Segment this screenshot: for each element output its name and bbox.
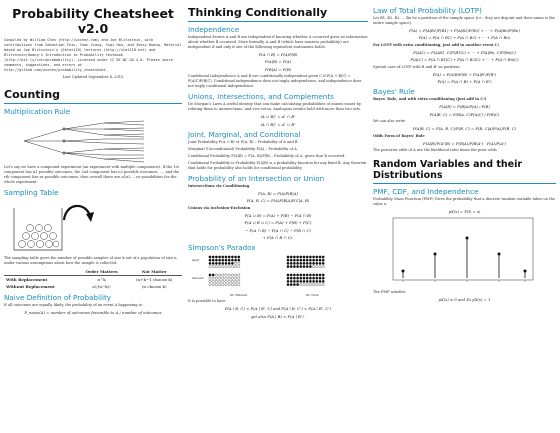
simpson-dot <box>238 277 240 279</box>
divider <box>373 183 556 184</box>
table-cell: n^k <box>97 277 106 282</box>
simpson-dot <box>293 277 295 279</box>
naive-equation: P_naive(A) = number of outcomes favorable to A / number of outcomes <box>24 310 162 315</box>
simpson-dot <box>234 263 236 265</box>
doctor-label: Dr. Nick <box>306 293 319 298</box>
simpson-dot <box>316 263 318 265</box>
simpson-dot <box>296 263 298 265</box>
simpson-dot <box>319 263 321 265</box>
simpson-dot <box>212 281 214 283</box>
simpson-dot <box>309 266 311 268</box>
simpson-dot <box>218 274 220 276</box>
simpson-dot <box>296 281 298 283</box>
simpson-dot <box>316 256 318 258</box>
simpson-dot <box>287 277 289 279</box>
conditional-independence-text: Conditional Independence A and B are conditionally independent given C if P(A ∩ B|C) = P(A|C)P(B|C). Conditional independence does not imply independence, and independence does not imply conditional independence. <box>188 74 362 89</box>
simpson-dot <box>215 277 217 279</box>
simpson-dot <box>215 284 217 286</box>
simpson-dot <box>303 263 305 265</box>
simpson-dot <box>222 263 224 265</box>
thinking-heading: Thinking Conditionally <box>188 6 328 19</box>
simpson-dot <box>303 266 305 268</box>
simpson-dot <box>215 259 217 261</box>
simpson-dot <box>290 284 292 286</box>
simpson-dot <box>225 281 227 283</box>
simpson-dot <box>287 274 289 276</box>
simpson-dot <box>215 266 217 268</box>
equation: P(A ∩ B) = P(A)P(B) <box>258 52 298 57</box>
simpson-dot <box>303 256 305 258</box>
simpson-dot <box>293 284 295 286</box>
bayes-heading: Bayes' Rule <box>373 87 415 97</box>
simpson-dot <box>225 277 227 279</box>
simpson-dot <box>312 284 314 286</box>
equation: P(A|B, C) = P(B|A, C)P(A|C) / P(B|C) <box>429 111 500 117</box>
simpson-dot <box>228 277 230 279</box>
equation: P(A) = P(A|B)P(B) + P(A|Bᶜ)P(Bᶜ) <box>432 71 497 77</box>
simpson-dot <box>316 274 318 276</box>
simpson-dot <box>234 277 236 279</box>
simpson-dot <box>231 281 233 283</box>
simpson-dot <box>296 284 298 286</box>
bayes-also-text: We can also write <box>373 119 406 124</box>
simpson-dot <box>287 284 289 286</box>
simpson-dot <box>296 259 298 261</box>
simpson-dot <box>322 284 324 286</box>
equation: P(A) = P(A ∩ B1) + P(A ∩ B2) + ··· + P(A ∩ Bn) <box>418 35 511 41</box>
simpson-dot <box>300 266 302 268</box>
table-row <box>4 276 182 284</box>
equation: yet also P(A | B) > P(A | Bᶜ). <box>251 313 305 319</box>
simpson-dot <box>218 266 220 268</box>
simpson-dot <box>287 281 289 283</box>
simpson-dot <box>228 263 230 265</box>
naive-definition-heading: Naive Definition of Probability <box>4 293 112 302</box>
simpson-dot <box>306 263 308 265</box>
odds-text: The posterior odds of A are the likelihood ratio times the prior odds. <box>373 148 498 153</box>
equation: (A ∪ B)ᶜ = Aᶜ ∩ Bᶜ <box>260 114 296 120</box>
simpson-dot <box>293 274 295 276</box>
simpson-dot <box>209 274 211 276</box>
simpson-dot <box>218 259 220 261</box>
simpson-dot <box>215 274 217 276</box>
lotp-special-text: Special case of LOTP with B and Bᶜ as partition: <box>373 64 461 69</box>
sampling-text: The sampling table gives the number of possible samples of size k out of a population of size n, under various assumptions about how the sample is collected. <box>4 256 178 265</box>
simpson-dot <box>312 266 314 268</box>
simpson-dot <box>316 284 318 286</box>
simpson-dot <box>209 259 211 261</box>
simpson-dot <box>225 263 227 265</box>
intersection-union-heading: Probability of an Intersection or Union <box>188 174 325 184</box>
table-cell: (n choose k) <box>141 284 167 289</box>
equation: P(A|B, C) = P(A, B, C)/P(B, C) = P(B, C|A)P(A)/P(B, C) <box>412 126 517 132</box>
simpson-dot <box>218 284 220 286</box>
intro-text: Compiled by William Chen (http://wzchen.com) and Joe Blitzstein, with contributions from Sebastian Chiu, Yuan Jiang, Yuqi Hou, and Jessy Hwang. Material based on Joe Blitzstein's (@stat110) lectures (http://stat110.net) and Blitzstein/Hwang's Introduction to Probability textbook (http://bit.ly/introprobability). Licensed under CC BY-NC-SA 4.0. Please share comments, suggestions, and errors at http://github.com/wzchen/probability_cheatsheet. <box>4 38 182 72</box>
simpson-dot <box>209 284 211 286</box>
simpson-dot <box>312 256 314 258</box>
urn-illustration <box>4 198 182 256</box>
simpson-dot <box>212 274 214 276</box>
equation: P(A, B) = P(A)P(B|A) <box>258 191 298 197</box>
simpson-dot <box>306 281 308 283</box>
simpson-dot <box>309 281 311 283</box>
simpson-dot <box>225 266 227 268</box>
simpson-dot <box>303 274 305 276</box>
simpson-dot <box>212 256 214 258</box>
simpson-dot <box>231 256 233 258</box>
equation: + P(A ∩ B ∩ C). <box>262 235 294 241</box>
equation: P(B|A) = P(B) <box>264 66 292 72</box>
simpson-dot <box>228 256 230 258</box>
simpson-dot <box>300 256 302 258</box>
column-2 <box>188 0 368 321</box>
table-cell: n!/(n−k)! <box>92 284 111 289</box>
equation: (A ∩ B)ᶜ = Aᶜ ∪ Bᶜ <box>260 121 296 127</box>
simpson-dot <box>296 274 298 276</box>
equation: P(A|C) = P(A ∩ B1|C) + P(A ∩ B2|C) + ··· + P(A ∩ Bn|C) <box>410 57 519 63</box>
lotp-heading: Law of Total Probability (LOTP) <box>373 6 482 15</box>
table-header: Order Matters <box>77 268 127 276</box>
simpson-dot <box>303 259 305 261</box>
simpson-dot <box>215 281 217 283</box>
simpson-dot <box>300 263 302 265</box>
page-title: Probability Cheatsheet v2.0 <box>12 6 174 36</box>
simpson-dot <box>238 281 240 283</box>
table-cell: (n+k−1 choose k) <box>135 277 173 282</box>
simpson-dot <box>322 281 324 283</box>
joint-item: Conditional Probability is Probability P(A|B) is a probability function for any fixed B. Any theorem that holds for probability also holds for conditional probability. <box>188 161 367 171</box>
simpson-dot <box>238 259 240 261</box>
simpson-dot <box>215 256 217 258</box>
simpson-text: It is possible to have <box>188 299 226 304</box>
simpson-dot <box>290 281 292 283</box>
simpson-dot <box>300 281 302 283</box>
simpson-dot <box>312 277 314 279</box>
simpson-dot <box>312 263 314 265</box>
divider <box>188 21 368 22</box>
simpson-dot <box>228 274 230 276</box>
equation: P(A, B, C) = P(A)P(B|A)P(C|A, B) <box>246 198 310 204</box>
simpson-dot <box>231 259 233 261</box>
simpson-dot <box>209 277 211 279</box>
simpson-dot <box>222 274 224 276</box>
joint-heading: Joint, Marginal, and Conditional <box>188 130 301 140</box>
simpson-dot <box>212 259 214 261</box>
table-header <box>4 268 77 276</box>
simpson-dot <box>306 266 308 268</box>
simpson-dot <box>319 277 321 279</box>
simpson-dot <box>293 263 295 265</box>
simpson-dot-grid <box>188 253 368 299</box>
demorgan-text: De Morgan's Laws A useful identity that can make calculating probabilities of unions easier by relating them to intersections, and vice versa. Analogous results hold with more than two sets. <box>188 102 362 112</box>
simpson-dot <box>290 277 292 279</box>
simpson-dot <box>296 256 298 258</box>
simpson-dot <box>293 256 295 258</box>
equation: pX(x) = P(X = x) <box>448 209 481 215</box>
simpson-dot <box>290 266 292 268</box>
simpson-dot <box>306 256 308 258</box>
simpson-dot <box>309 256 311 258</box>
simpson-dot <box>316 259 318 261</box>
naive-text: If all outcomes are equally likely, the probability of an event A happening is: <box>4 303 143 307</box>
doctor-label: Dr. Hibbert <box>230 293 248 298</box>
simpson-dot <box>319 266 321 268</box>
equation: P(A|C) = P(A|B1, C)P(B1|C) + ··· + P(A|Bn, C)P(Bn|C) <box>413 49 516 55</box>
simpson-dot <box>287 259 289 261</box>
simpson-dot <box>322 263 324 265</box>
simpson-dot <box>300 274 302 276</box>
table-header: Not Matter <box>126 268 182 276</box>
simpson-dot <box>222 256 224 258</box>
multiplication-rule-heading: Multiplication Rule <box>4 107 71 116</box>
row-label: band-aid <box>192 277 204 281</box>
table-cell: With Replacement <box>6 277 48 282</box>
simpson-dot <box>234 266 236 268</box>
simpson-dot <box>319 274 321 276</box>
simpson-dot <box>303 277 305 279</box>
simpson-dot <box>309 277 311 279</box>
pmf-after-text: The PMF satisfies <box>373 290 406 295</box>
sampling-table <box>4 268 182 290</box>
simpson-dot <box>238 284 240 286</box>
simpson-dot <box>234 259 236 261</box>
simpson-dot <box>312 259 314 261</box>
independence-text: Independent Events A and B are independent if knowing whether A occurred gives no information about whether B occurred. More formally, A and B (which have nonzero probability) are independent if and only if one of the following equivalent statements holds: <box>188 35 368 49</box>
simpson-dot <box>309 259 311 261</box>
simpson-dot <box>225 256 227 258</box>
odds-heading: Odds Form of Bayes' Rule <box>373 133 425 138</box>
simpson-dot <box>309 274 311 276</box>
simpson-dot <box>209 266 211 268</box>
row-label: heart <box>192 259 200 263</box>
simpson-dot <box>231 284 233 286</box>
divider <box>4 103 182 104</box>
simpson-dot <box>225 284 227 286</box>
simpson-dot <box>238 263 240 265</box>
table-row <box>4 283 182 290</box>
sampling-table-heading: Sampling Table <box>4 188 59 197</box>
bayes-text: Bayes' Rule, and with extra conditioning (just add in C!) <box>373 97 487 102</box>
simpson-dot <box>322 259 324 261</box>
simpson-dot <box>218 263 220 265</box>
simpson-dot <box>234 281 236 283</box>
joint-item: Conditional Probability P(A|B) = P(A, B)/P(B) – Probability of A, given that B occurred. <box>188 154 346 159</box>
rv-heading: Random Variables and their Distributions <box>373 159 523 182</box>
simpson-heading: Simpson's Paradox <box>188 243 256 253</box>
counting-heading: Counting <box>4 88 61 101</box>
simpson-dot <box>231 266 233 268</box>
simpson-dot <box>296 277 298 279</box>
simpson-dot <box>209 281 211 283</box>
lotp-text: Let B1, B2, B3, ... Bn be a partition of the sample space (i.e., they are disjoint and their union is the entire sample space). <box>373 16 555 25</box>
joint-item: Joint Probability P(A ∩ B) or P(A, B) – Probability of A and B. <box>188 140 299 145</box>
simpson-dot <box>234 284 236 286</box>
lotp-extra-text: For LOTP with extra conditioning, just add in another event C! <box>373 42 500 47</box>
simpson-dot <box>322 274 324 276</box>
simpson-dot <box>228 284 230 286</box>
simpson-dot <box>312 274 314 276</box>
simpson-dot <box>222 284 224 286</box>
simpson-dot <box>312 281 314 283</box>
pmf-text: Probability Mass Function (PMF) Gives the probability that a discrete random variable takes on the value x. <box>373 197 555 207</box>
unions-heading: Unions, Intersections, and Complements <box>188 92 334 102</box>
simpson-dot <box>234 274 236 276</box>
simpson-dot <box>287 263 289 265</box>
simpson-figure <box>188 253 368 299</box>
simpson-dot <box>293 281 295 283</box>
simpson-dot <box>322 256 324 258</box>
simpson-dot <box>296 266 298 268</box>
simpson-dot <box>228 266 230 268</box>
simpson-dot <box>212 266 214 268</box>
simpson-dot <box>306 277 308 279</box>
simpson-dot <box>293 259 295 261</box>
simpson-dot <box>290 256 292 258</box>
simpson-dot <box>228 259 230 261</box>
simpson-dot <box>218 281 220 283</box>
equation: P(A) = P(A ∩ B) + P(A ∩ Bᶜ) <box>437 79 492 85</box>
simpson-dot <box>212 263 214 265</box>
equation: P(A) = P(A|B1)P(B1) + P(A|B2)P(B2) + ··· + P(A|Bn)P(Bn) <box>409 28 520 33</box>
column-1 <box>4 0 182 317</box>
simpson-dot <box>309 263 311 265</box>
column-3 <box>373 0 556 305</box>
simpson-dot <box>287 266 289 268</box>
simpson-dot <box>303 281 305 283</box>
simpson-dot <box>316 281 318 283</box>
simpson-dot <box>316 277 318 279</box>
simpson-dot <box>222 266 224 268</box>
simpson-dot <box>287 256 289 258</box>
simpson-dot <box>209 263 211 265</box>
simpson-dot <box>218 277 220 279</box>
equation: pX(x) ≥ 0 and Σx pX(x) = 1 <box>438 297 491 303</box>
simpson-dot <box>238 274 240 276</box>
equation: − P(A ∩ B) − P(A ∩ C) − P(B ∩ C) <box>245 227 311 233</box>
simpson-dot <box>293 266 295 268</box>
simpson-dot <box>231 277 233 279</box>
simpson-dot <box>290 274 292 276</box>
equation: P(A|B) = P(B|A)P(A) / P(B) <box>439 104 490 110</box>
pmf-heading: PMF, CDF, and Independence <box>373 187 479 197</box>
independence-heading: Independence <box>188 25 240 34</box>
equation: P(A|B) = P(A) <box>264 59 292 65</box>
simpson-dot <box>300 277 302 279</box>
simpson-dot <box>222 281 224 283</box>
simpson-dot <box>231 263 233 265</box>
tree-diagram <box>4 117 182 165</box>
simpson-dot <box>303 284 305 286</box>
simpson-dot <box>234 256 236 258</box>
simpson-dot <box>222 259 224 261</box>
simpson-dot <box>225 274 227 276</box>
simpson-dot <box>319 284 321 286</box>
intersections-subheading: Intersections via Conditioning <box>188 184 250 189</box>
simpson-dot <box>222 277 224 279</box>
multiplication-text: Let's say we have a compound experiment (an experiment with multiple components). If the 1st component has n1 possible outcomes, the 2nd component has n2 possible outcomes, ..., and the rth component has nr possible outcomes, then overall there are n1n2 ... nr possibilities for the whole experiment. <box>4 165 180 184</box>
simpson-dot <box>306 284 308 286</box>
equation: P(A|B)/P(Aᶜ|B) = P(B|A)/P(B|Aᶜ) · P(A)/P(Aᶜ) <box>423 140 506 146</box>
simpson-dot <box>322 277 324 279</box>
simpson-dot <box>209 256 211 258</box>
simpson-dot <box>238 266 240 268</box>
simpson-dot <box>319 259 321 261</box>
simpson-dot <box>300 259 302 261</box>
simpson-dot <box>218 256 220 258</box>
simpson-dot <box>212 277 214 279</box>
table-cell: Without Replacement <box>6 284 55 289</box>
equation: P(A ∪ B ∪ C) = P(A) + P(B) + P(C) <box>244 220 312 226</box>
simpson-dot <box>228 281 230 283</box>
simpson-dot <box>319 281 321 283</box>
simpson-dot <box>290 259 292 261</box>
last-updated: Last Updated September 4, 2015 <box>62 75 124 79</box>
joint-item: Marginal (Unconditional) Probability P(A) – Probability of A. <box>188 147 298 152</box>
simpson-dot <box>215 263 217 265</box>
simpson-dot <box>225 259 227 261</box>
unions-subheading: Unions via Inclusion-Exclusion <box>188 205 251 210</box>
simpson-dot <box>316 266 318 268</box>
simpson-dot <box>322 266 324 268</box>
simpson-dot <box>306 274 308 276</box>
equation: P(A | B, C) < P(A | Bᶜ, C) and P(A | B, Cᶜ) < P(A | Bᶜ, Cᶜ) <box>224 306 332 312</box>
simpson-dot <box>319 256 321 258</box>
pmf-plot <box>373 216 556 290</box>
simpson-dot <box>290 263 292 265</box>
equation: P(A ∪ B) = P(A) + P(B) − P(A ∩ B) <box>244 212 312 218</box>
simpson-dot <box>306 259 308 261</box>
simpson-dot <box>300 284 302 286</box>
simpson-dot <box>212 284 214 286</box>
simpson-dot <box>309 284 311 286</box>
simpson-dot <box>231 274 233 276</box>
table-header-row <box>4 268 182 276</box>
simpson-dot <box>238 256 240 258</box>
